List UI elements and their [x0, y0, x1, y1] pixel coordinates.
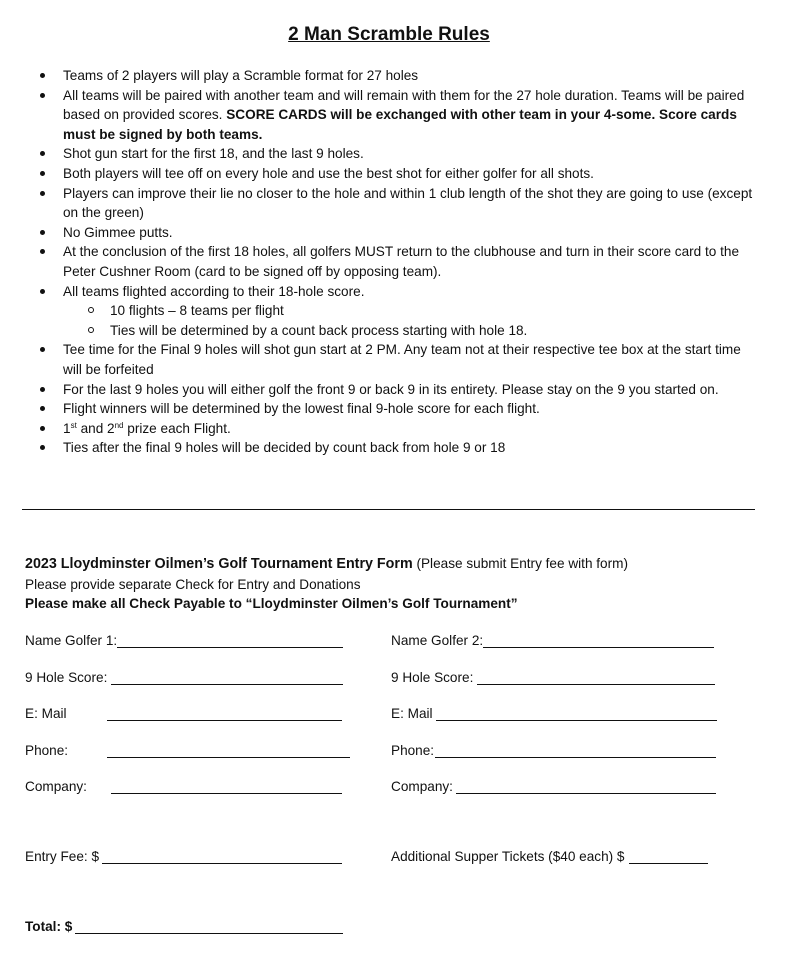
score-1-field[interactable] — [25, 670, 343, 685]
list-item — [20, 419, 760, 439]
email-2-input[interactable] — [436, 706, 717, 721]
list-item: Ties after the final 9 holes will be decided by count back from hole 9 or 18 — [20, 438, 760, 458]
rule-text: 1 — [63, 420, 71, 436]
name-golfer-1-input[interactable] — [117, 633, 343, 648]
list-item: All teams flighted according to their 18-hole score. — [20, 282, 760, 302]
company-1-field[interactable] — [25, 779, 342, 794]
supper-tickets-label: Additional Supper Tickets ($40 each) $ — [391, 849, 625, 864]
sub-list-item: Ties will be determined by a count back process starting with hole 18. — [20, 321, 760, 341]
email-2-field[interactable] — [391, 706, 717, 721]
list-item: For the last 9 holes you will either golf the front 9 or back 9 in its entirety. Please stay on the 9 you started on. — [20, 380, 760, 400]
phone-1-label: Phone: — [25, 743, 69, 758]
email-2-label: E: Mail — [391, 706, 433, 721]
name-golfer-1-label: Name Golfer 1: — [25, 633, 118, 648]
list-item: Shot gun start for the first 18, and the last 9 holes. — [20, 144, 760, 164]
score-2-label: 9 Hole Score: — [391, 670, 474, 685]
list-item: Tee time for the Final 9 holes will shot gun start at 2 PM. Any team not at their respective tee box at the start time will be forfeited — [20, 340, 760, 379]
list-item: Players can improve their lie no closer to the hole and within 1 club length of the shot they are going to use (except on the green) — [20, 184, 760, 223]
form-title — [25, 554, 765, 575]
entry-fee-label: Entry Fee: $ — [25, 849, 100, 864]
phone-1-input[interactable] — [107, 743, 350, 758]
form-instruction: Please provide separate Check for Entry and Donations — [25, 576, 361, 592]
page-title: 2 Man Scramble Rules — [288, 24, 490, 45]
supper-tickets-field[interactable] — [391, 849, 708, 864]
entry-fee-input[interactable] — [102, 849, 342, 864]
form-header — [25, 554, 765, 614]
rule-text: and 2 — [76, 420, 115, 436]
email-1-field[interactable] — [25, 706, 342, 721]
rule-text: prize each Flight. — [123, 420, 231, 436]
phone-2-field[interactable] — [391, 743, 716, 758]
rule-text: All teams will be paired with another team and will remain with them for the 27 hole duration. Teams will be paired based on provided scores. — [63, 87, 745, 123]
rules-list — [20, 66, 760, 458]
email-1-input[interactable] — [107, 706, 342, 721]
ordinal-suffix: nd — [114, 420, 124, 430]
list-item: Both players will tee off on every hole and use the best shot for either golfer for all shots. — [20, 164, 760, 184]
entry-fee-field[interactable] — [25, 849, 342, 864]
phone-2-label: Phone: — [391, 743, 435, 758]
company-2-field[interactable] — [391, 779, 716, 794]
name-golfer-1-field[interactable] — [25, 633, 343, 648]
list-item: At the conclusion of the first 18 holes, all golfers MUST return to the clubhouse and turn in their score card to the Peter Cushner Room (card to be signed off by opposing team). — [20, 242, 760, 281]
supper-tickets-input[interactable] — [629, 849, 708, 864]
total-field[interactable] — [25, 919, 343, 934]
form-payable-note: Please make all Check Payable to “Lloydminster Oilmen’s Golf Tournament” — [25, 596, 518, 612]
form-title-bold: 2023 Lloydminster Oilmen’s Golf Tournament Entry Form — [25, 556, 413, 572]
score-1-label: 9 Hole Score: — [25, 670, 108, 685]
score-1-input[interactable] — [111, 670, 343, 685]
total-input[interactable] — [75, 919, 343, 934]
name-golfer-2-label: Name Golfer 2: — [391, 633, 484, 648]
ordinal-suffix: st — [70, 420, 77, 430]
score-2-input[interactable] — [477, 670, 715, 685]
company-1-label: Company: — [25, 779, 87, 794]
form-title-note: (Please submit Entry fee with form) — [412, 556, 628, 571]
total-label: Total: $ — [25, 919, 73, 934]
rule-text-bold: SCORE CARDS will be exchanged with other team in your 4-some. Score cards must be signed by both teams. — [63, 107, 737, 142]
list-item: Teams of 2 players will play a Scramble format for 27 holes — [20, 66, 760, 86]
divider — [22, 509, 755, 510]
company-1-input[interactable] — [111, 779, 342, 794]
company-2-input[interactable] — [456, 779, 716, 794]
list-item: Flight winners will be determined by the lowest final 9-hole score for each flight. — [20, 399, 760, 419]
phone-2-input[interactable] — [435, 743, 716, 758]
score-2-field[interactable] — [391, 670, 715, 685]
phone-1-field[interactable] — [25, 743, 350, 758]
company-2-label: Company: — [391, 779, 453, 794]
name-golfer-2-field[interactable] — [391, 633, 714, 648]
list-item: No Gimmee putts. — [20, 223, 760, 243]
sub-list-item: 10 flights – 8 teams per flight — [20, 301, 760, 321]
name-golfer-2-input[interactable] — [483, 633, 714, 648]
email-1-label: E: Mail — [25, 706, 67, 721]
list-item — [20, 86, 760, 145]
